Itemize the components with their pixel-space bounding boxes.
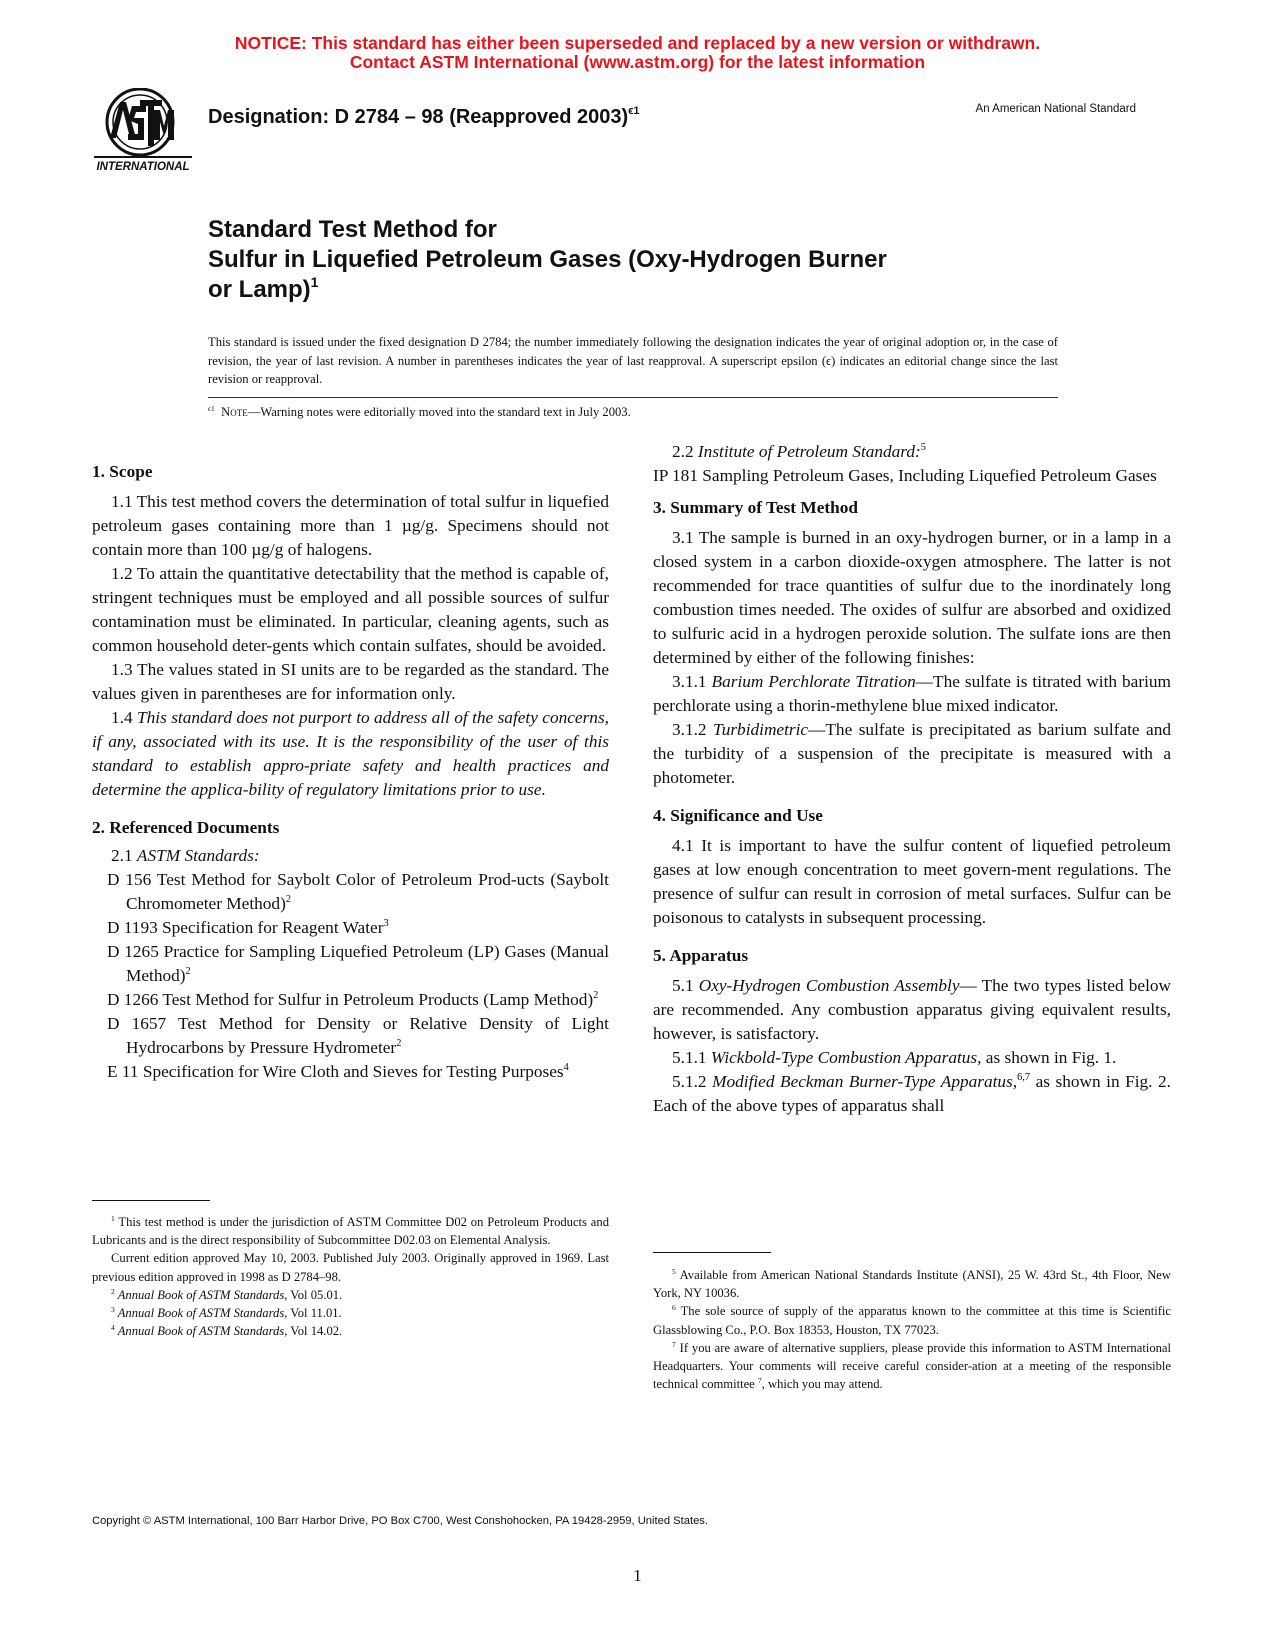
footnote-divider-left (92, 1200, 210, 1201)
header-divider (208, 397, 1058, 398)
notice-line-1: NOTICE: This standard has either been superseded and replaced by a new version or withdrawn. (234, 33, 1041, 53)
footnote-divider-right (653, 1252, 771, 1253)
para-2-2 (653, 440, 1171, 464)
significance-heading: 4. Significance and Use (653, 806, 823, 825)
para-2-1-number: 2.1 (111, 846, 137, 865)
para-2-2-footnote-mark: 5 (920, 442, 926, 454)
para-2-1-text: ASTM Standards: (136, 846, 260, 865)
designation (208, 106, 640, 129)
title-footnote-mark: 1 (310, 274, 319, 290)
para-1-1: 1.1 This test method covers the determination of total sulfur in liquefied petroleum gases containing more than 1 µg/g. Specimens should not contain more than 100 µg/g of halogens. (92, 492, 609, 559)
para-2-1 (92, 844, 609, 868)
title-line-1: Standard Test Method for (208, 216, 497, 243)
footnote-2: , Vol 05.01. (284, 1287, 343, 1302)
para-2-2-number: 2.2 (672, 442, 698, 461)
para-2-2-text: Institute of Petroleum Standard: (697, 442, 921, 461)
footnotes-left: $^1$ This test method is under the jurisdiction of ASTM Committee D02 on Petroleum Products and Lubricants and is the direct responsibility of Subcommittee D02.03 on Elemental Analysis. Current edition approved May 10, 2003. Published July 2003. Originally approved in 1969. Last previous edition approved in 1998 as D 2784–98. $^2$ Annual Book of ASTM Standards, Vol 05.01. $^3$ Annual Book of ASTM Standards, Vol 11.01. $^4$ Annual Book of ASTM Standards, Vol 14.02. (92, 1213, 609, 1339)
footnote-7: If you are aware of alternative suppliers, please provide this information to ASTM International Headquarters. Your comments will receive careful consider-ation at a meeting of the responsible technical committee (653, 1340, 1171, 1392)
editorial-epsilon: ϵ1 (208, 403, 215, 413)
notice-line-2: Contact ASTM International (www.astm.org) for the latest information (349, 52, 926, 72)
page-number: 1 (633, 1566, 642, 1585)
scope-heading: 1. Scope (92, 462, 153, 481)
reference-item: D 1265 Practice for Sampling Liquefied Petroleum (LP) Gases (Manual Method)$^2$ (107, 942, 609, 985)
para-1-3: 1.3 The values stated in SI units are to be regarded as the standard. The values given in parentheses are for information only. (92, 660, 609, 703)
editorial-note (208, 405, 631, 420)
withdrawal-notice (0, 34, 1275, 72)
para-5-1-2: 5.1.2 Modified Beckman Burner-Type Apparatus,$^{6,7}$ as shown in Fig. 2. Each of the above types of apparatus shall (653, 1072, 1171, 1115)
para-1-4-number: 1.4 (111, 708, 138, 727)
right-column (653, 440, 1171, 1118)
para-4-1: 4.1 It is important to have the sulfur content of liquefied petroleum gases at low enough concentration to meet govern-ment regulations. The presence of sulfur can result in corrosion of metal surfaces. Sulfur can be poisonous to catalysts in subsequent processing. (653, 836, 1171, 927)
apparatus-heading: 5. Apparatus (653, 946, 749, 965)
logo-label: INTERNATIONAL (96, 161, 190, 173)
para-1-4 (92, 706, 609, 802)
note-label: Note (221, 405, 248, 419)
para-3-1-1: 3.1.1 Barium Perchlorate Titration—The sulfate is titrated with barium perchlorate using a thorin-methylene blue mixed indicator. (653, 672, 1171, 715)
para-1-4-text: This standard does not purport to address all of the safety concerns, if any, associated with its use. It is the responsibility of the user of this standard to establish appro-priate safety and health practices and determine the applica-bility of regulatory limitations prior to use. (92, 708, 609, 799)
para-3-1-1-title: Barium Perchlorate Titration (711, 672, 916, 691)
footnote-4: , Vol 14.02. (284, 1324, 343, 1339)
footnote-3: , Vol 11.01. (284, 1306, 342, 1321)
footnote-6: The sole source of supply of the apparatus known to the committee at this time is Scientific Glassblowing Co., P.O. Box 18353, Houston, TX 77023. (653, 1304, 1171, 1337)
reference-item: D 1193 Specification for Reagent Water$^3$ (107, 918, 389, 937)
american-national-standard: An American National Standard (975, 103, 1136, 115)
reference-item: E 11 Specification for Wire Cloth and Sieves for Testing Purposes$^4$ (107, 1062, 569, 1081)
astm-logo-icon (88, 88, 198, 180)
para-3-1-2: 3.1.2 Turbidimetric—The sulfate is precipitated as barium sulfate and the turbidity of a suspension of the precipitate is measured with a photometer. (653, 720, 1171, 787)
designation-text: Designation: D 2784 – 98 (Reapproved 2003) (208, 106, 629, 128)
para-5-1: 5.1 Oxy-Hydrogen Combustion Assembly— The two types listed below are recommended. Any combustion apparatus giving equivalent results, however, is satisfactory. (653, 976, 1171, 1043)
reference-item: D 1266 Test Method for Sulfur in Petroleum Products (Lamp Method)$^2$ (107, 990, 599, 1009)
summary-heading: 3. Summary of Test Method (653, 498, 858, 517)
ip-181-reference: IP 181 Sampling Petroleum Gases, Including Liquefied Petroleum Gases (653, 466, 1157, 485)
reference-item: D 156 Test Method for Saybolt Color of Petroleum Prod-ucts (Saybolt Chromometer Method)$^2$ (107, 870, 609, 913)
title-line-2: Sulfur in Liquefied Petroleum Gases (Oxy-Hydrogen Burner (208, 246, 887, 273)
para-3-1-2-title: Turbidimetric (713, 720, 809, 739)
astm-logo (88, 88, 198, 180)
note-text: —Warning notes were editorially moved into the standard text in July 2003. (247, 405, 631, 419)
footnotes-right: $^5$ Available from American National Standards Institute (ANSI), 25 W. 43rd St., 4th Floor, New York, NY 10036. $^6$ The sole source of supply of the apparatus known to the committee at this time is Scientific Glassblowing Co., P.O. Box 18353, Houston, TX 77023. $^7$ If you are aware of alternative suppliers, please provide this information to ASTM International Headquarters. Your comments will receive careful consider-ation at a meeting of the responsible technical committee $^7$, which you may attend. (653, 1266, 1171, 1392)
footnote-1: This test method is under the jurisdiction of ASTM Committee D02 on Petroleum Products and Lubricants and is the direct responsibility of Subcommittee D02.03 on Elemental Analysis. (92, 1215, 609, 1248)
left-column (92, 460, 609, 1084)
para-5-1-1-title: Wickbold-Type Combustion Apparatus, (710, 1048, 982, 1067)
title-line-3: or Lamp) (208, 276, 311, 303)
issuance-statement: This standard is issued under the fixed designation D 2784; the number immediately following the designation indicates the year of original adoption or, in the case of revision, the year of last revision. A number in parentheses indicates the year of last reapproval. A superscript epsilon (ϵ) indicates an editorial change since the last revision or reapproval. (208, 335, 1058, 386)
footnote-1-edition: Current edition approved May 10, 2003. Published July 2003. Originally approved in 1969. Last previous edition approved in 1998 as D 2784–98. (92, 1251, 609, 1284)
para-5-1-title: Oxy-Hydrogen Combustion Assembly (698, 976, 960, 995)
footnote-5: Available from American National Standards Institute (ANSI), 25 W. 43rd St., 4th Floor, New York, NY 10036. (653, 1268, 1171, 1301)
reference-item: D 1657 Test Method for Density or Relative Density of Light Hydrocarbons by Pressure Hydrometer$^2$ (107, 1014, 609, 1057)
para-5-1-2-title: Modified Beckman Burner-Type Apparatus, (712, 1072, 1018, 1091)
para-5-1-1: 5.1.1 Wickbold-Type Combustion Apparatus, as shown in Fig. 1. (672, 1048, 1117, 1067)
copyright-line: Copyright © ASTM International, 100 Barr Harbor Drive, PO Box C700, West Conshohocken, PA 19428-2959, United States. (92, 1515, 708, 1527)
para-3-1: 3.1 The sample is burned in an oxy-hydrogen burner, or in a lamp in a closed system in a carbon dioxide-oxygen atmosphere. The latter is not recommended for trace quantities of sulfur due to the inordinately long combustion times needed. The oxides of sulfur are absorbed and oxidized to sulfuric acid in a hydrogen peroxide solution. The sulfate ions are then determined by either of the following finishes: (653, 528, 1171, 667)
referenced-documents-heading: 2. Referenced Documents (92, 818, 280, 837)
page-title (208, 215, 1058, 305)
designation-epsilon: ϵ1 (628, 105, 640, 117)
para-1-2: 1.2 To attain the quantitative detectability that the method is capable of, stringent techniques must be employed and all possible sources of sulfur contamination must be eliminated. In particular, cleaning agents, such as common household deter-gents which contain sulfates, should be avoided. (92, 564, 609, 655)
